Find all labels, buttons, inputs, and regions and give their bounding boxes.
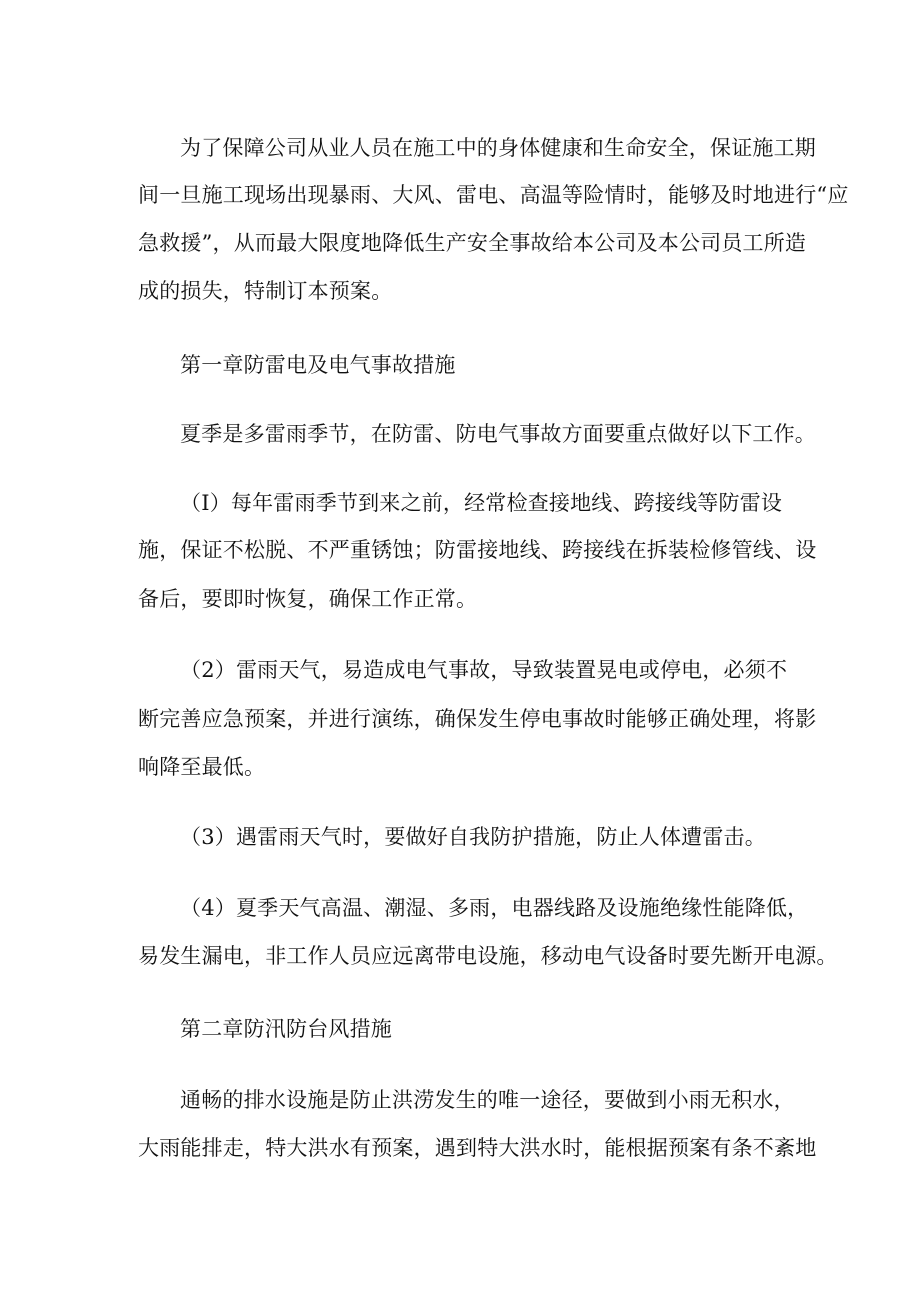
item-1-line-2: 施，保证不松脱、不严重锈蚀；防雷接地线、跨接线在拆装检修管线、设 bbox=[138, 538, 817, 562]
intro-line-3: 急救援”，从而最大限度地降低生产安全事故给本公司及本公司员工所造 bbox=[138, 231, 807, 255]
chapter-2-title: 第二章防汛防台风措施 bbox=[180, 1017, 392, 1041]
chapter-1-title: 第一章防雷电及电气事故措施 bbox=[180, 353, 456, 377]
item-1-line-1: （I）每年雷雨季节到来之前，经常检查接地线、跨接线等防雷设 bbox=[180, 491, 783, 515]
chapter-2-para-line-2: 大雨能排走，特大洪水有预案，遇到特大洪水时，能根据预案有条不紊地 bbox=[138, 1136, 817, 1160]
chapter-2-para-line-1: 通畅的排水设施是防止洪涝发生的唯一途径，要做到小雨无积水， bbox=[180, 1088, 795, 1112]
item-2-line-1: （2）雷雨天气，易造成电气事故，导致装置晃电或停电，必须不 bbox=[180, 658, 788, 682]
chapter-1-summary: 夏季是多雷雨季节，在防雷、防电气事故方面要重点做好以下工作。 bbox=[180, 422, 816, 446]
item-2-line-2: 断完善应急预案，并进行演练，确保发生停电事故时能够正确处理，将影 bbox=[138, 707, 817, 731]
intro-line-1: 为了保障公司从业人员在施工中的身体健康和生命安全，保证施工期 bbox=[180, 136, 816, 160]
intro-line-4: 成的损失，特制订本预案。 bbox=[138, 279, 393, 303]
item-2-line-3: 响降至最低。 bbox=[138, 755, 266, 779]
intro-line-2: 间一旦施工现场出现暴雨、大风、雷电、高温等险情时，能够及时地进行“应 bbox=[138, 183, 849, 207]
item-3-line-1: （3）遇雷雨天气时，要做好自我防护措施，防止人体遭雷击。 bbox=[180, 825, 766, 849]
item-1-line-3: 备后，要即时恢复，确保工作正常。 bbox=[138, 587, 478, 611]
item-4-line-2: 易发生漏电，非工作人员应远离带电设施，移动电气设备时要先断开电源。 bbox=[138, 944, 838, 968]
item-4-line-1: （4）夏季天气高温、潮湿、多雨，电器线路及设施绝缘性能降低， bbox=[180, 896, 809, 920]
